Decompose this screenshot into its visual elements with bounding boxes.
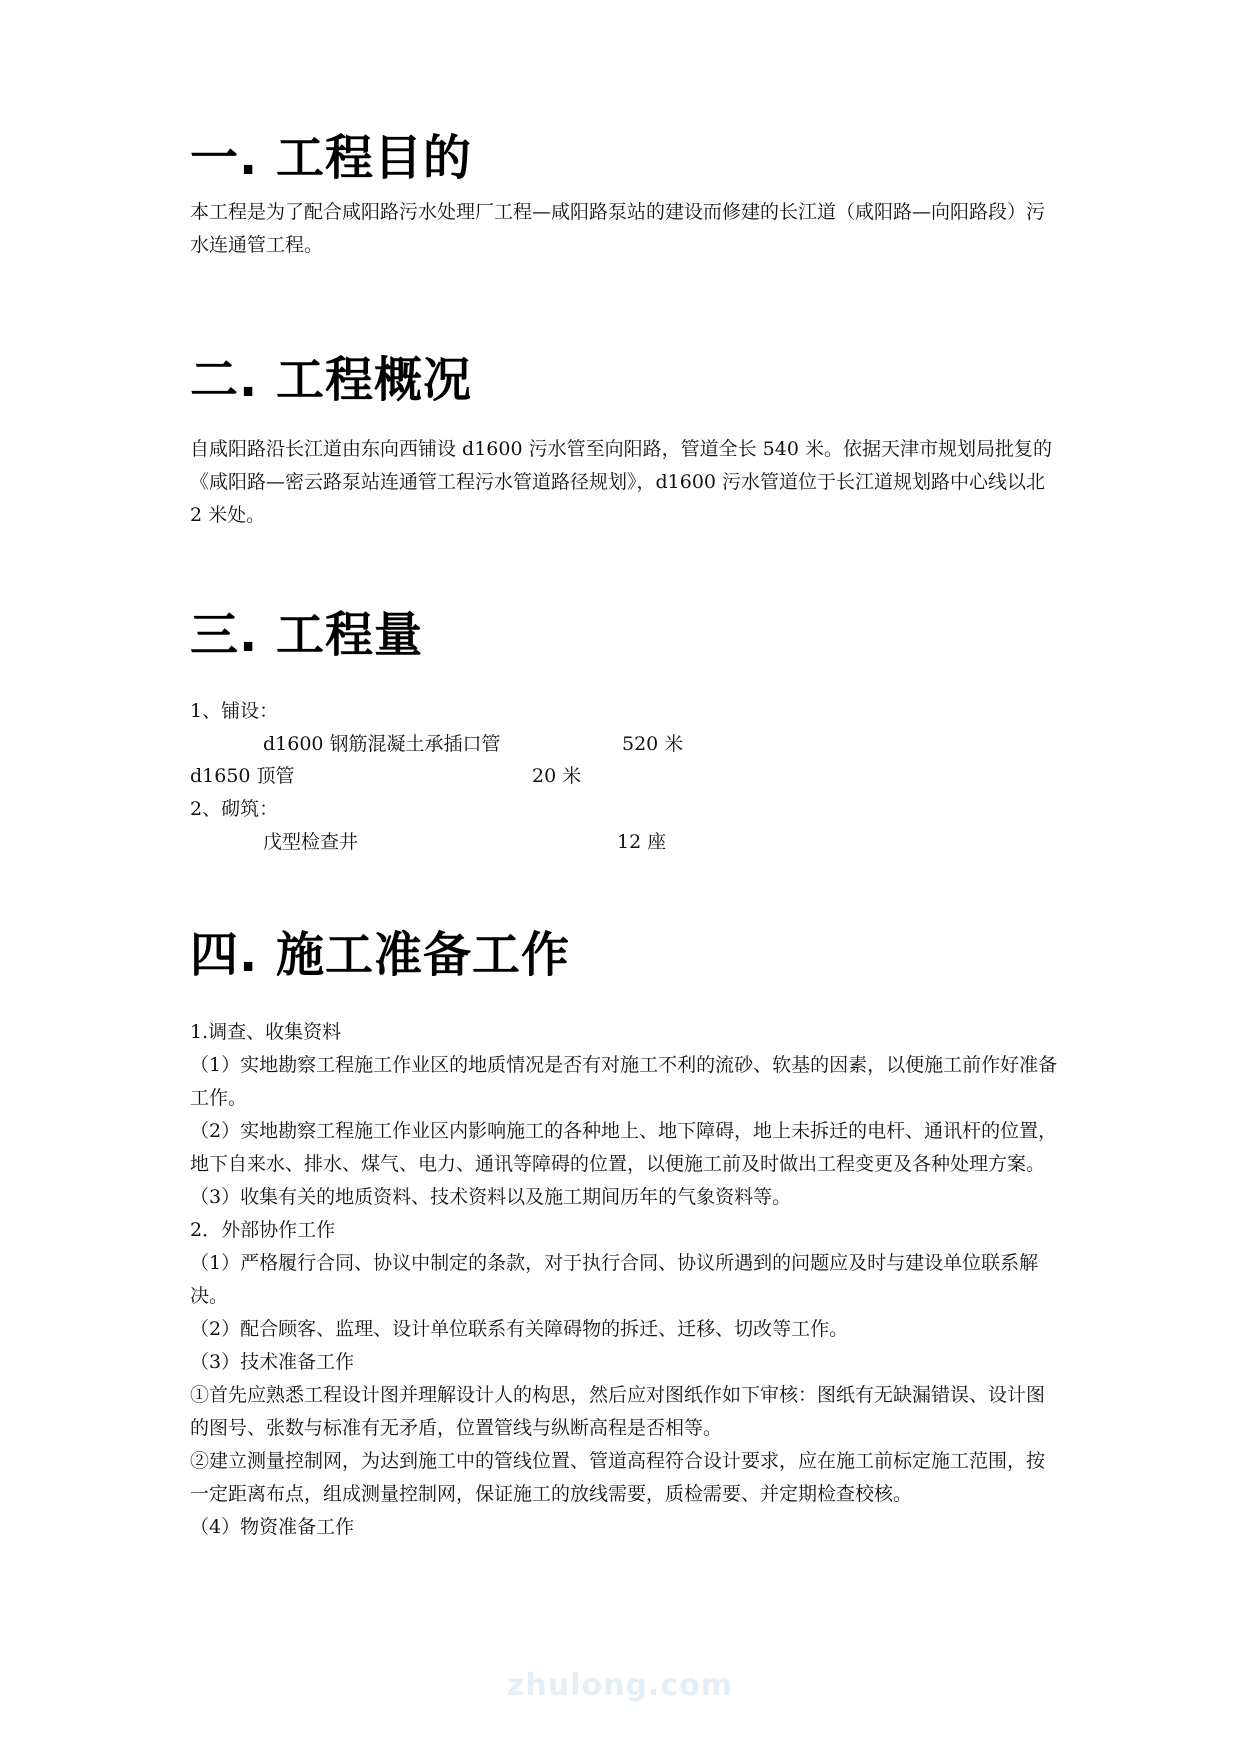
list-item: （1）严格履行合同、协议中制定的条款，对于执行合同、协议所遇到的问题应及时与建设单位联系解决。 (190, 1252, 1039, 1307)
list-item: 1.调查、收集资料 (190, 1021, 342, 1043)
section-heading-1: 一. 工程目的 (190, 130, 472, 186)
quantity-row-1-amount: 520 米 (622, 733, 684, 755)
list-item: （4）物资准备工作 (190, 1516, 355, 1538)
quantity-row-3-name: 戊型检查井 (263, 831, 359, 853)
section-1-paragraph: 本工程是为了配合咸阳路污水处理厂工程—咸阳路泵站的建设而修建的长江道（咸阳路—向阳路段）污水连通管工程。 (190, 201, 1046, 256)
quantity-item-1-label: 1、铺设： (190, 700, 279, 722)
section-2-paragraph: 自咸阳路沿长江道由东向西铺设 d1600 污水管至向阳路，管道全长 540 米。依据天津市规划局批复的《咸阳路—密云路泵站连通管工程污水管道路径规划》，d1600 污水管道位于长江道规划路中心线以北 2 米处。 (190, 438, 1052, 526)
list-item: （2）配合顾客、监理、设计单位联系有关障碍物的拆迁、迁移、切改等工作。 (190, 1318, 849, 1340)
list-item: 2．外部协作工作 (190, 1219, 336, 1241)
quantity-item-2-label: 2、砌筑： (190, 798, 279, 820)
section-heading-3: 三. 工程量 (190, 607, 423, 663)
list-item: （3）技术准备工作 (190, 1351, 355, 1373)
list-item: ②建立测量控制网，为达到施工中的管线位置、管道高程符合设计要求，应在施工前标定施工范围，按一定距离布点，组成测量控制网，保证施工的放线需要，质检需要、并定期检查校核。 (190, 1450, 1046, 1505)
list-item: ①首先应熟悉工程设计图并理解设计人的构思，然后应对图纸作如下审核：图纸有无缺漏错误、设计图的图号、张数与标准有无矛盾，位置管线与纵断高程是否相等。 (190, 1384, 1046, 1439)
section-heading-4: 四. 施工准备工作 (190, 927, 570, 983)
section-heading-2: 二. 工程概况 (190, 352, 472, 408)
quantity-row-3-amount: 12 座 (617, 831, 667, 853)
list-item: （1）实地勘察工程施工作业区的地质情况是否有对施工不利的流砂、软基的因素，以便施工前作好准备工作。 (190, 1054, 1058, 1109)
list-item: （3）收集有关的地质资料、技术资料以及施工期间历年的气象资料等。 (190, 1186, 792, 1208)
list-item: （2）实地勘察工程施工作业区内影响施工的各种地上、地下障碍，地上未拆迁的电杆、通讯杆的位置，地下自来水、排水、煤气、电力、通讯等障碍的位置，以便施工前及时做出工程变更及各种处理方案。 (190, 1120, 1058, 1175)
quantity-row-2-amount: 20 米 (532, 765, 582, 787)
section-4-body (190, 1016, 1060, 1544)
watermark: zhulong.com (507, 1668, 733, 1703)
quantity-row-1-name: d1600 钢筋混凝土承插口管 (263, 733, 501, 755)
quantity-row-2-name: d1650 顶管 (190, 765, 295, 787)
